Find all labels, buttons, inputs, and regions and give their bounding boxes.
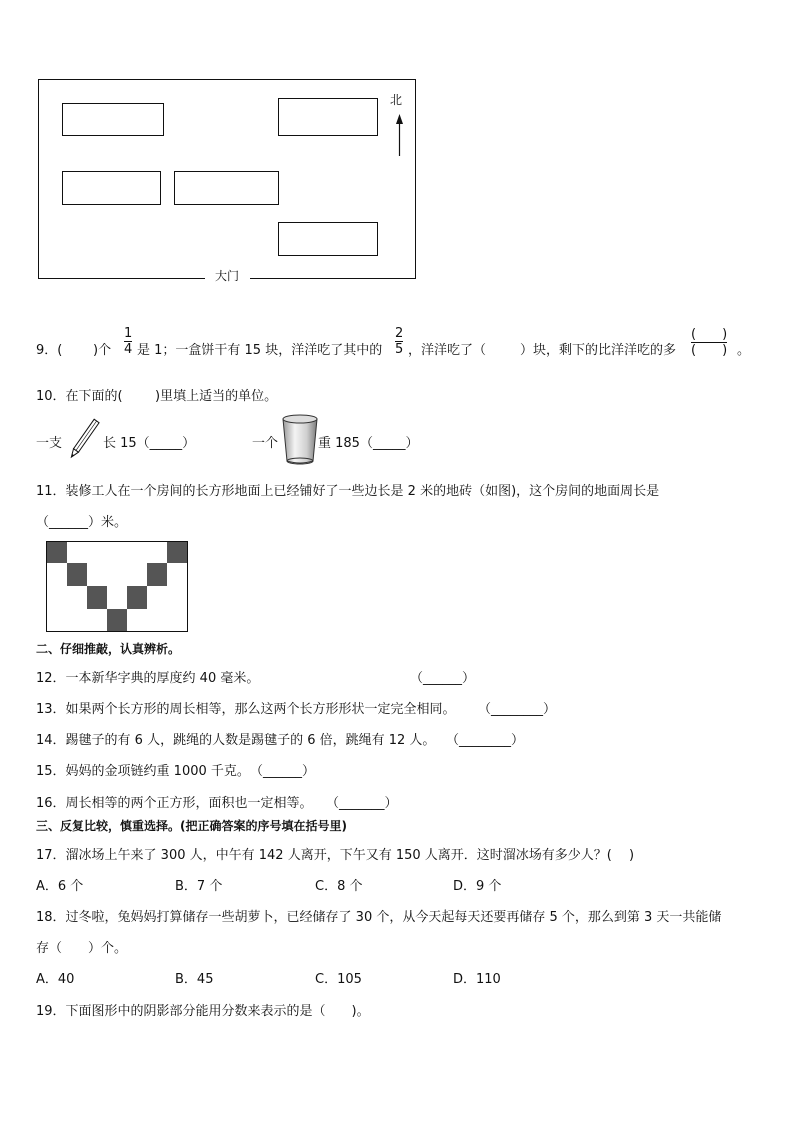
floor-tile — [127, 586, 147, 609]
fraction-numerator: ( ) — [691, 327, 728, 342]
cup-icon — [280, 413, 320, 467]
q17-option-a: A．6 个 — [36, 879, 84, 894]
q17-option-d: D．9 个 — [453, 879, 502, 894]
q18-option-a: A．40 — [36, 972, 75, 987]
fraction-denominator: 5 — [395, 342, 404, 357]
q14-text: 14．踢毽子的有 6 人，跳绳的人数是踢毽子的 6 倍，跳绳有 12 人。 — [36, 733, 436, 748]
q10-text: 10．在下面的( — [36, 389, 123, 404]
fraction-numerator: 2 — [395, 326, 404, 341]
q9-number: 9．( — [36, 343, 63, 358]
floor-tile — [87, 586, 107, 609]
fraction-numerator: 1 — [124, 326, 133, 341]
q15-text: 15．妈妈的金项链约重 1000 千克。 — [36, 764, 250, 779]
map-box-5 — [279, 223, 378, 256]
q18-line-2: 存（ ）个。 — [36, 941, 128, 956]
q16-blank: （_______） — [326, 796, 398, 811]
q10-text-2: )里填上适当的单位。 — [155, 389, 278, 404]
q13-text: 13．如果两个长方形的周长相等，那么这两个长方形形状一定完全相同。 — [36, 702, 456, 717]
floor-tile — [67, 563, 87, 586]
q18-option-c: C．105 — [315, 972, 362, 987]
q12-blank: （______） — [410, 671, 476, 686]
pencil-suffix: 长 15（_____） — [103, 436, 196, 451]
section-2-title: 二、仔细推敲，认真辨析。 — [36, 642, 181, 656]
q9-fraction-2 — [395, 326, 403, 357]
q17-option-c: C．8 个 — [315, 879, 363, 894]
q13-blank: （________） — [478, 702, 557, 717]
cup-prefix: 一个 — [252, 436, 279, 451]
q12-text: 12．一本新华字典的厚度约 40 毫米。 — [36, 671, 260, 686]
cup-suffix: 重 185（_____） — [318, 436, 419, 451]
north-label: 北 — [390, 93, 403, 107]
q9-text-2: 是 1；一盒饼干有 15 块，洋洋吃了其中的 — [137, 343, 383, 358]
q9-text-1: )个 — [93, 343, 112, 358]
q16-text: 16．周长相等的两个正方形，面积也一定相等。 — [36, 796, 313, 811]
q19-text: 19．下面图形中的阴影部分能用分数来表示的是（ )。 — [36, 1004, 370, 1019]
fraction-denominator: ( ) — [691, 343, 728, 358]
floor-tile — [167, 542, 187, 563]
section-3-title: 三、反复比较，慎重选择。(把正确答案的序号填在括号里) — [36, 819, 347, 833]
tile-floor-figure — [0, 0, 200, 640]
q11-line-1: 11．装修工人在一个房间的长方形地面上已经铺好了一些边长是 2 米的地砖（如图)，这个房间的地面周长是 — [36, 484, 660, 499]
floor-tile — [47, 542, 67, 563]
q11-line-2: （______）米。 — [36, 515, 128, 530]
q9-fraction-3 — [691, 327, 727, 358]
q9-text-5: 。 — [737, 343, 751, 358]
map-box-2 — [279, 99, 378, 136]
q18-option-b: B．45 — [175, 972, 214, 987]
q17-text: 17．溜冰场上午来了 300 人，中午有 142 人离开，下午又有 150 人离开．这时溜冰场有多少人？( ) — [36, 848, 635, 863]
q14-blank: （________） — [446, 733, 525, 748]
q15-blank: （______） — [250, 764, 316, 779]
q9-text-4: ）块，剩下的比洋洋吃的多 — [520, 343, 677, 358]
floor-tile — [147, 563, 167, 586]
fraction-denominator: 4 — [124, 342, 133, 357]
q17-option-b: B．7 个 — [175, 879, 223, 894]
pencil-prefix: 一支 — [36, 436, 63, 451]
q18-line-1: 18．过冬啦，兔妈妈打算储存一些胡萝卜，已经储存了 30 个，从今天起每天还要再储存 5 个，那么到第 3 天一共能储 — [36, 910, 722, 925]
q18-option-d: D．110 — [453, 972, 501, 987]
q9-text-3: ，洋洋吃了（ — [408, 343, 487, 358]
gate-label: 大门 — [215, 269, 240, 283]
north-arrow-icon — [396, 114, 403, 124]
floor-tile — [107, 609, 127, 631]
